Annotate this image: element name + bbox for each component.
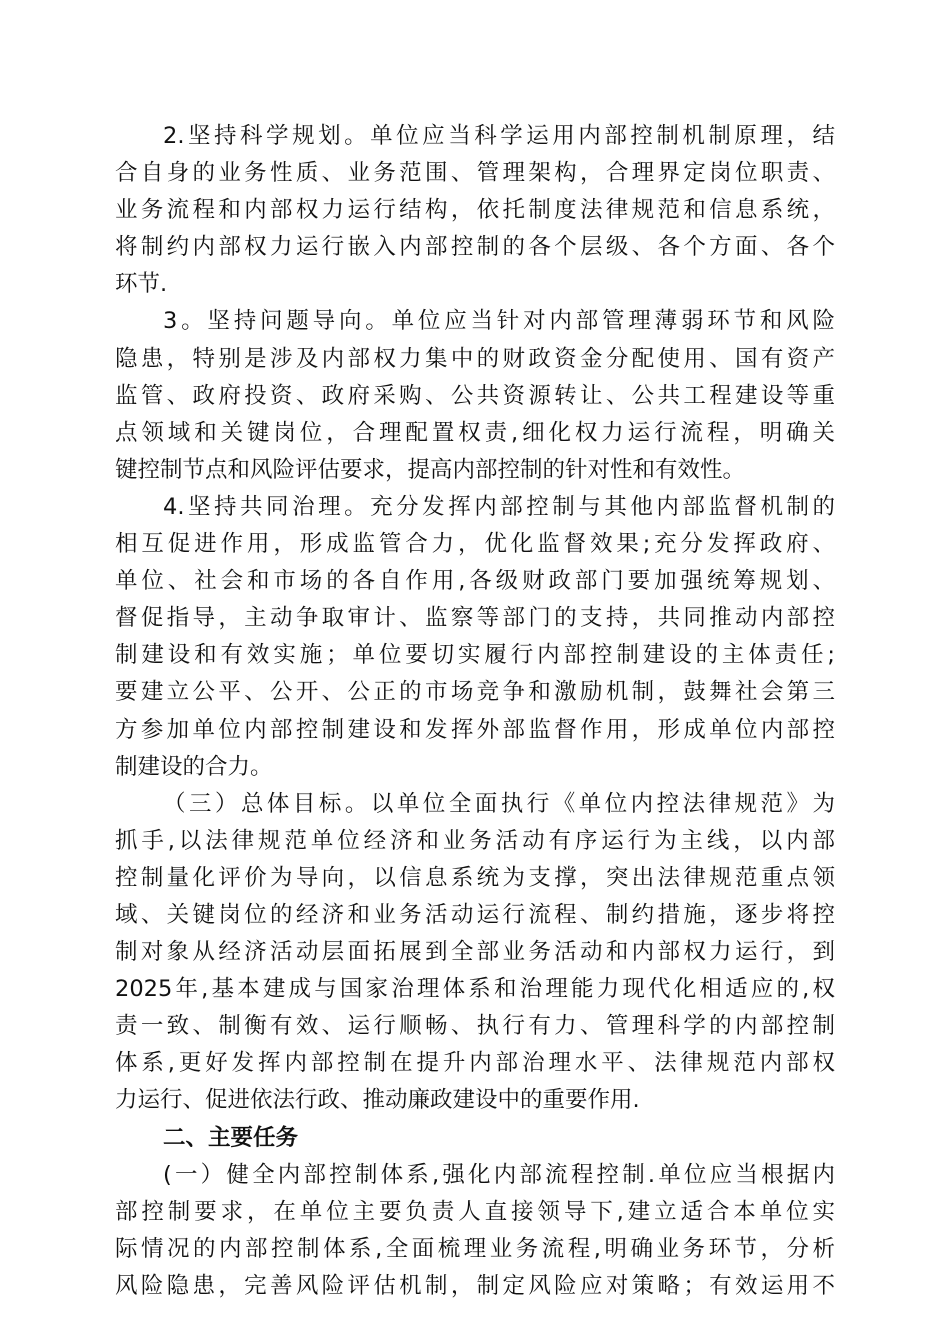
- section-heading: 二、主要任务: [163, 1124, 299, 1151]
- text-line: 制建设和有效实施；单位要切实履行内部控制建设的主体责任;: [115, 642, 835, 669]
- text-line: 制建设的合力。: [115, 753, 273, 780]
- text-line: 2025年,基本建成与国家治理体系和治理能力现代化相适应的,权: [115, 976, 835, 1003]
- document-body: [115, 118, 835, 1305]
- text-line: 督促指导，主动争取审计、监察等部门的支持，共同推动内部控: [115, 605, 835, 632]
- text-line: （三）总体目标。以单位全面执行《单位内控法律规范》为: [163, 790, 835, 817]
- text-line: 方参加单位内部控制建设和发挥外部监督作用，形成单位内部控: [115, 716, 835, 743]
- text-line: 环节.: [115, 271, 168, 298]
- text-line: 责一致、制衡有效、运行顺畅、执行有力、管理科学的内部控制: [115, 1013, 835, 1040]
- text-line: 控制量化评价为导向，以信息系统为支撑，突出法律规范重点领: [115, 864, 835, 891]
- text-line: 相互促进作用，形成监管合力，优化监督效果;充分发挥政府、: [115, 531, 835, 558]
- text-line: 隐患，特别是涉及内部权力集中的财政资金分配使用、国有资产: [115, 345, 835, 372]
- text-line: (一）健全内部控制体系,强化内部流程控制.单位应当根据内: [163, 1161, 835, 1188]
- text-line: 域、关键岗位的经济和业务活动运行流程、制约措施，逐步将控: [115, 901, 835, 928]
- text-line: 部控制要求，在单位主要负责人直接领导下,建立适合本单位实: [115, 1198, 835, 1225]
- text-line: 合自身的业务性质、业务范围、管理架构，合理界定岗位职责、: [115, 160, 835, 187]
- text-line: 要建立公平、公开、公正的市场竞争和激励机制，鼓舞社会第三: [115, 679, 835, 706]
- text-line: 抓手,以法律规范单位经济和业务活动有序运行为主线，以内部: [115, 827, 835, 854]
- text-line: 点领域和关键岗位，合理配置权责,细化权力运行流程，明确关: [115, 419, 835, 446]
- text-line: 风险隐患，完善风险评估机制，制定风险应对策略；有效运用不: [115, 1272, 835, 1299]
- text-line: 体系,更好发挥内部控制在提升内部治理水平、法律规范内部权: [115, 1050, 835, 1077]
- text-line: 单位、社会和市场的各自作用,各级财政部门要加强统筹规划、: [115, 568, 835, 595]
- text-line: 2.坚持科学规划。单位应当科学运用内部控制机制原理，结: [163, 123, 835, 149]
- text-line: 将制约内部权力运行嵌入内部控制的各个层级、各个方面、各个: [115, 234, 835, 261]
- text-line: 际情况的内部控制体系,全面梳理业务流程,明确业务环节，分析: [115, 1235, 835, 1262]
- text-line: 键控制节点和风险评估要求，提高内部控制的针对性和有效性。: [115, 456, 746, 483]
- text-line: 力运行、促进依法行政、推动廉政建设中的重要作用.: [115, 1087, 640, 1114]
- text-line: 监管、政府投资、政府采购、公共资源转让、公共工程建设等重: [115, 382, 835, 409]
- text-line: 3。坚持问题导向。单位应当针对内部管理薄弱环节和风险: [163, 308, 835, 335]
- text-line: 制对象从经济活动层面拓展到全部业务活动和内部权力运行，到: [115, 939, 835, 966]
- text-line: 4.坚持共同治理。充分发挥内部控制与其他内部监督机制的: [163, 493, 835, 520]
- text-line: 业务流程和内部权力运行结构，依托制度法律规范和信息系统，: [115, 197, 835, 224]
